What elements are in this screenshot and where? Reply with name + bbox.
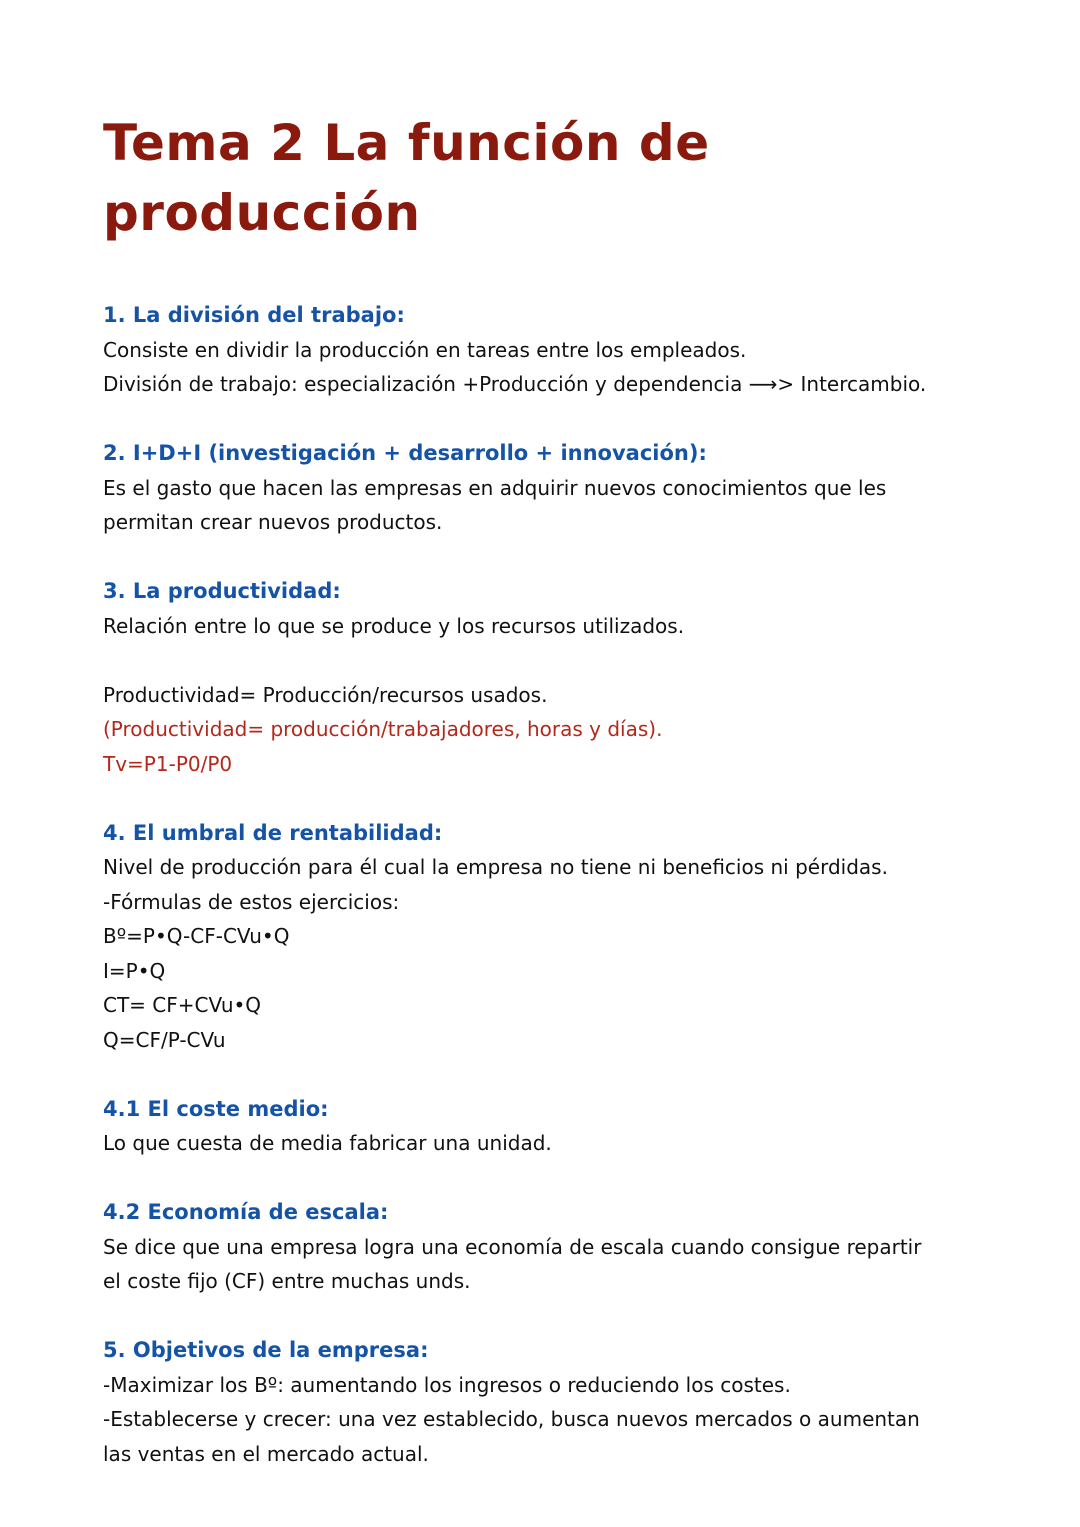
body-line: -Establecerse y crecer: una vez establecido, busca nuevos mercados o aumentan <box>103 1407 920 1431</box>
formula-line: Bº=P•Q-CF-CVu•Q <box>103 924 290 948</box>
section-umbral-rentabilidad <box>103 816 983 1058</box>
body-line: -Maximizar los Bº: aumentando los ingresos o reduciendo los costes. <box>103 1372 791 1397</box>
section-division-trabajo <box>103 298 983 402</box>
body-line: permitan crear nuevos productos. <box>103 510 443 534</box>
page-title: Tema 2 La función de producción <box>103 114 710 242</box>
section-heading: 1. La división del trabajo: <box>103 303 405 327</box>
body-line: Relación entre lo que se produce y los recursos utilizados. <box>103 613 685 638</box>
section-objetivos-empresa <box>103 1333 983 1471</box>
formula-line: CT= CF+CVu•Q <box>103 993 262 1017</box>
section-economia-escala <box>103 1195 983 1299</box>
body-line: -Fórmulas de estos ejercicios: <box>103 889 400 914</box>
document-page <box>103 108 983 1471</box>
formula-line-red: Tv=P1-P0/P0 <box>103 751 233 776</box>
section-heading: 4.1 El coste medio: <box>103 1096 329 1121</box>
section-heading: 2. I+D+I (investigación + desarrollo + innovación): <box>103 441 707 465</box>
formula-line: I=P•Q <box>103 958 166 983</box>
body-line: el coste fijo (CF) entre muchas unds. <box>103 1269 471 1293</box>
section-coste-medio <box>103 1092 983 1161</box>
formula-line-red: (Productividad= producción/trabajadores, horas y días). <box>103 717 663 741</box>
body-line: Nivel de producción para él cual la empresa no tiene ni beneficios ni pérdidas. <box>103 855 888 879</box>
section-heading: 4. El umbral de rentabilidad: <box>103 820 443 845</box>
section-heading: 5. Objetivos de la empresa: <box>103 1338 429 1362</box>
body-line: Se dice que una empresa logra una economía de escala cuando consigue repartir <box>103 1234 922 1259</box>
section-idi <box>103 436 983 540</box>
body-line: División de trabajo: especialización +Producción y dependencia ⟶> Intercambio. <box>103 372 927 396</box>
body-line: Lo que cuesta de media fabricar una unidad. <box>103 1131 552 1155</box>
body-line: las ventas en el mercado actual. <box>103 1441 429 1466</box>
formula-line: Q=CF/P-CVu <box>103 1027 226 1052</box>
section-heading: 4.2 Economía de escala: <box>103 1200 389 1224</box>
formula-line: Productividad= Producción/recursos usados. <box>103 682 548 707</box>
section-heading: 3. La productividad: <box>103 579 341 603</box>
body-line: Consiste en dividir la producción en tareas entre los empleados. <box>103 337 747 362</box>
section-productividad <box>103 574 983 781</box>
body-line: Es el gasto que hacen las empresas en adquirir nuevos conocimientos que les <box>103 475 887 500</box>
